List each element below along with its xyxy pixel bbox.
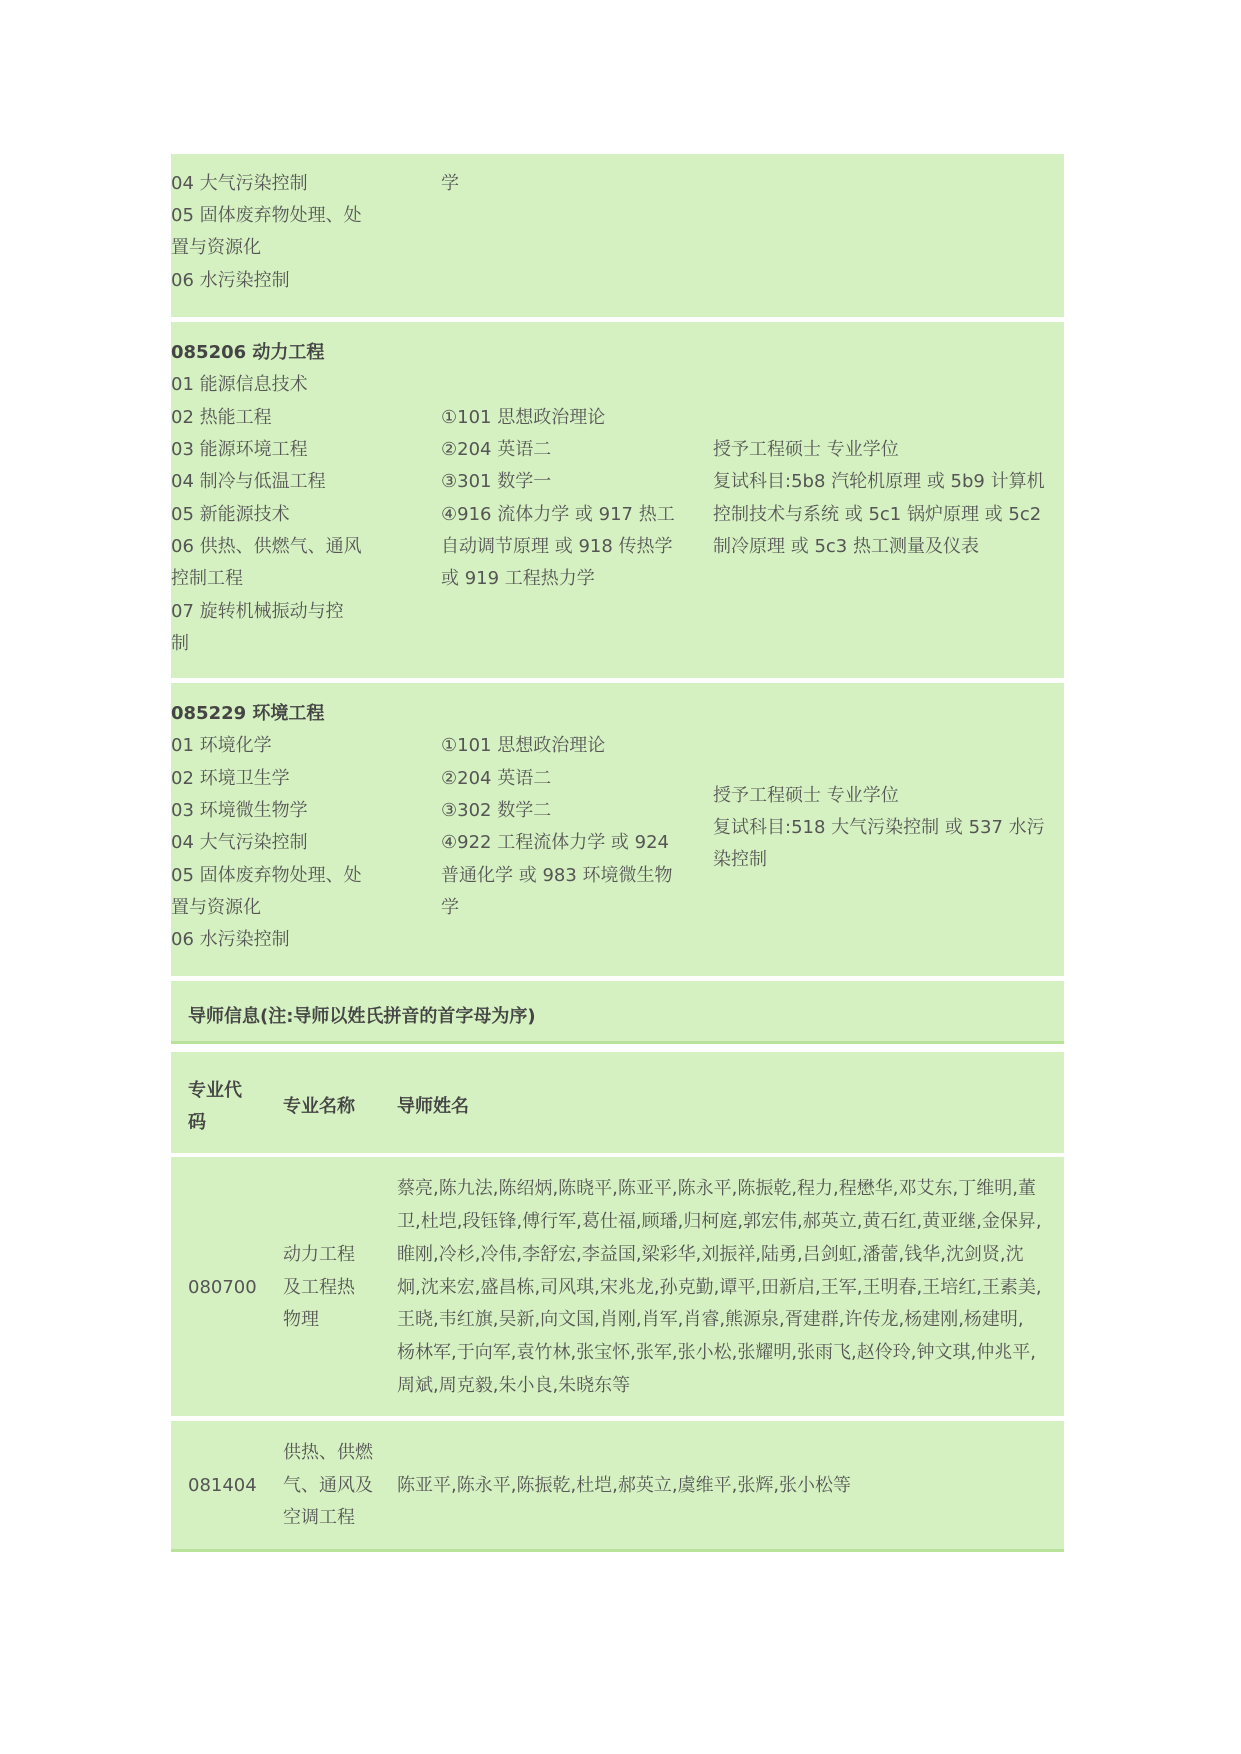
directions-column — [171, 322, 366, 678]
advisor-section-header — [171, 981, 1064, 1044]
direction-item: 制 — [171, 633, 189, 654]
exam-item: 学 — [441, 897, 459, 918]
advisor-line: 杨林军,于向军,袁竹林,张宝怀,张军,张小松,张耀明,张雨飞,赵伶玲,钟文琪,仲兆平, — [397, 1342, 1036, 1363]
direction-item: 02 热能工程 — [171, 407, 272, 428]
advisor-line: 卫,杜垲,段钰锋,傅行军,葛仕福,顾璠,归柯庭,郭宏伟,郝英立,黄石红,黄亚继,金保昇, — [397, 1211, 1042, 1232]
direction-item: 04 制冷与低温工程 — [171, 471, 326, 492]
direction-item: 04 大气污染控制 — [171, 832, 308, 853]
exam-item: ②204 英语二 — [441, 768, 552, 789]
direction-item: 05 新能源技术 — [171, 504, 290, 525]
advisor-section-title: 导师信息(注:导师以姓氏拼音的首字母为序) — [188, 1006, 536, 1027]
exam-item: ③302 数学二 — [441, 800, 552, 821]
table-row — [171, 1421, 1064, 1552]
direction-item: 02 环境卫生学 — [171, 768, 290, 789]
exam-item: ④916 流体力学 或 917 热工 — [441, 504, 675, 525]
divider — [171, 1549, 1064, 1552]
note-item: 授予工程硕士 专业学位 — [713, 785, 899, 806]
direction-item: 06 供热、供燃气、通风 — [171, 536, 362, 557]
row-name: 及工程热 — [283, 1277, 355, 1298]
exams-column — [441, 154, 706, 317]
notes-column — [713, 683, 1063, 976]
exam-item: 学 — [441, 173, 459, 194]
direction-item: 控制工程 — [171, 568, 243, 589]
directions-column — [171, 154, 366, 317]
exam-item: ①101 思想政治理论 — [441, 735, 606, 756]
direction-item: 06 水污染控制 — [171, 270, 290, 291]
exam-item: ③301 数学一 — [441, 471, 552, 492]
direction-item: 01 能源信息技术 — [171, 374, 308, 395]
exams-column — [441, 322, 706, 678]
program-block-1 — [171, 154, 1064, 317]
exam-item: 普通化学 或 983 环境微生物 — [441, 865, 673, 886]
note-item: 授予工程硕士 专业学位 — [713, 439, 899, 460]
row-code: 080700 — [188, 1277, 257, 1298]
header-name: 专业名称 — [283, 1096, 355, 1117]
advisor-line: 陈亚平,陈永平,陈振乾,杜垲,郝英立,虞维平,张辉,张小松等 — [397, 1475, 852, 1496]
row-name: 物理 — [283, 1309, 319, 1330]
row-name: 空调工程 — [283, 1507, 355, 1528]
note-item: 控制技术与系统 或 5c1 锅炉原理 或 5c2 — [713, 504, 1042, 525]
direction-item: 07 旋转机械振动与控 — [171, 601, 344, 622]
direction-item: 04 大气污染控制 — [171, 173, 308, 194]
advisor-line: 睢刚,冷杉,冷伟,李舒宏,李益国,梁彩华,刘振祥,陆勇,吕剑虹,潘蕾,钱华,沈剑贤,沈 — [397, 1244, 1024, 1265]
direction-item: 06 水污染控制 — [171, 929, 290, 950]
row-name: 供热、供燃 — [283, 1442, 373, 1463]
advisor-line: 蔡亮,陈九法,陈绍炳,陈晓平,陈亚平,陈永平,陈振乾,程力,程懋华,邓艾东,丁维明,董 — [397, 1178, 1036, 1199]
row-code: 081404 — [188, 1475, 257, 1496]
header-code: 码 — [188, 1112, 206, 1133]
program-block-085229 — [171, 683, 1064, 976]
direction-item: 03 环境微生物学 — [171, 800, 308, 821]
row-name: 动力工程 — [283, 1244, 355, 1265]
exam-item: ①101 思想政治理论 — [441, 407, 606, 428]
program-block-085206 — [171, 322, 1064, 678]
header-advisors: 导师姓名 — [397, 1096, 469, 1117]
directions-column — [171, 683, 366, 976]
advisor-line: 周斌,周克毅,朱小良,朱晓东等 — [397, 1375, 631, 1396]
direction-item: 05 固体废弃物处理、处 — [171, 865, 362, 886]
advisor-table-header — [171, 1052, 1064, 1153]
header-code: 专业代 — [188, 1080, 242, 1101]
note-item: 复试科目:518 大气污染控制 或 537 水污 — [713, 817, 1045, 838]
exam-item: 或 919 工程热力学 — [441, 568, 595, 589]
direction-item: 05 固体废弃物处理、处 — [171, 205, 362, 226]
exam-item: ④922 工程流体力学 或 924 — [441, 832, 670, 853]
notes-column — [713, 322, 1063, 678]
exam-item: 自动调节原理 或 918 传热学 — [441, 536, 673, 557]
program-title: 085206 动力工程 — [171, 342, 325, 363]
note-item: 复试科目:5b8 汽轮机原理 或 5b9 计算机 — [713, 471, 1045, 492]
direction-item: 置与资源化 — [171, 237, 261, 258]
note-item: 染控制 — [713, 849, 767, 870]
note-item: 制冷原理 或 5c3 热工测量及仪表 — [713, 536, 979, 557]
exam-item: ②204 英语二 — [441, 439, 552, 460]
direction-item: 置与资源化 — [171, 897, 261, 918]
program-title: 085229 环境工程 — [171, 703, 325, 724]
advisor-line: 炯,沈来宏,盛昌栋,司风琪,宋兆龙,孙克勤,谭平,田新启,王军,王明春,王培红,王素美, — [397, 1277, 1042, 1298]
direction-item: 01 环境化学 — [171, 735, 272, 756]
divider — [171, 1041, 1064, 1044]
advisor-line: 王晓,韦红旗,吴新,向文国,肖刚,肖军,肖睿,熊源泉,胥建群,许传龙,杨建刚,杨建明, — [397, 1309, 1024, 1330]
table-row — [171, 1157, 1064, 1416]
exams-column — [441, 683, 706, 976]
row-name: 气、通风及 — [283, 1475, 373, 1496]
direction-item: 03 能源环境工程 — [171, 439, 308, 460]
